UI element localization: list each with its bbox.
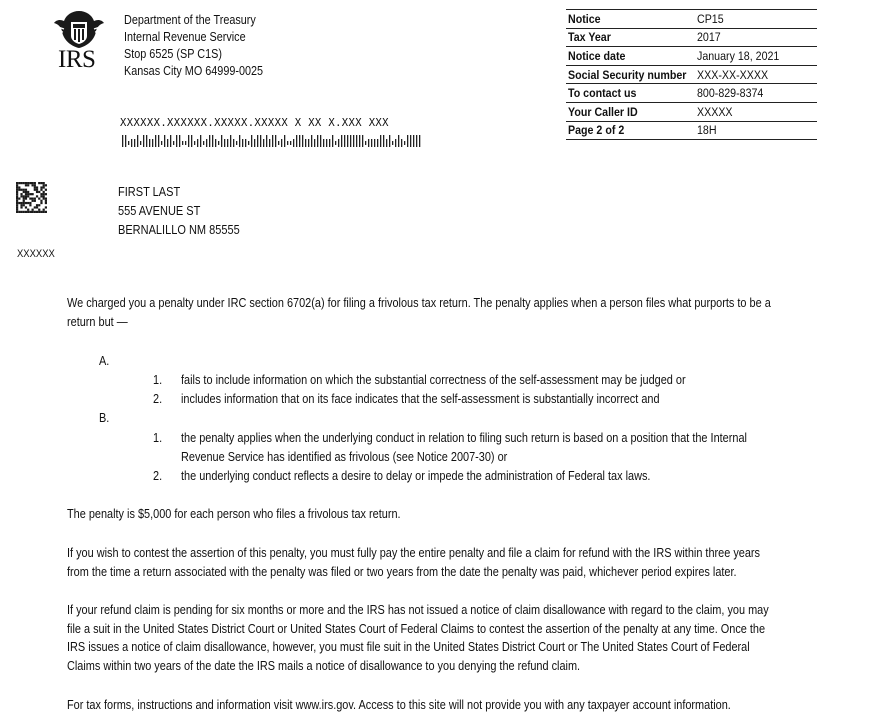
matrix-cell [45,189,47,191]
matrix-cell [38,209,40,211]
matrix-cell [16,202,18,204]
barcode-bar [221,135,222,147]
barcode-bar [314,139,315,147]
matrix-cell [18,211,20,213]
barcode-bar [266,135,267,147]
matrix-barcode [16,182,47,213]
matrix-cell [27,211,29,213]
barcode-bar [158,135,159,147]
matrix-cell [40,186,42,188]
matrix-cell [23,195,25,197]
matrix-cell [23,204,25,206]
barcode-bar [335,141,336,145]
barcode-bar [263,139,264,147]
barcode-bar [230,135,231,147]
matrix-cell [38,204,40,206]
info-label: Notice [568,11,601,26]
matrix-cell [40,193,42,195]
matrix-cell [34,184,36,186]
matrix-cell [29,198,31,200]
list-item-number: 1. [153,431,163,445]
barcode-bar [308,139,309,147]
barcode-bar [350,135,351,147]
matrix-cell [38,211,40,213]
matrix-cell [43,209,45,211]
matrix-cell [20,195,22,197]
barcode-bar [155,135,156,147]
barcode-bar [326,139,327,147]
barcode-bar [122,135,123,147]
matrix-cell [45,198,47,200]
barcode-bar [278,141,279,145]
barcode-bar [386,139,387,147]
barcode-bar [293,139,294,147]
agency-address [124,12,286,80]
matrix-cell [16,184,18,186]
matrix-cell [27,209,29,211]
barcode-bar [383,135,384,147]
reference-code-text: XXXXXX [17,248,55,260]
recipient-city: BERNALILLO NM 85555 [118,222,240,237]
matrix-cell [16,191,18,193]
barcode-bar [389,135,390,147]
matrix-cell [29,202,31,204]
matrix-cell [23,191,25,193]
barcode-bar [410,135,411,147]
section-b-letter [99,409,111,428]
penalty-amount-text: The penalty is $5,000 for each person who files a frivolous tax return. [67,507,401,521]
section-letter-text: A. [99,354,110,368]
matrix-cell [20,193,22,195]
info-value: XXXXX [697,104,733,119]
matrix-cell [27,193,29,195]
section-a-letter [99,352,111,371]
barcode-bar [284,135,285,147]
barcode-bar [125,135,126,147]
matrix-cell [18,186,20,188]
matrix-cell [38,191,40,193]
matrix-cell [43,186,45,188]
barcode-bar [398,135,399,147]
matrix-cell [43,182,45,184]
barcode-bar [392,141,393,145]
matrix-cell [40,195,42,197]
barcode-bar [332,135,333,147]
barcode-bar [317,135,318,147]
matrix-cell [45,202,47,204]
matrix-cell [27,202,29,204]
matrix-cell [27,182,29,184]
matrix-cell [36,206,38,208]
matrix-cell [36,191,38,193]
matrix-cell [34,198,36,200]
matrix-cell [25,195,27,197]
matrix-cell [16,189,18,191]
barcode-bar [218,141,219,145]
matrix-cell [25,191,27,193]
matrix-cell [18,202,20,204]
barcode-bar [359,135,360,147]
barcode-bar [146,135,147,147]
barcode-bar [341,135,342,147]
matrix-cell [16,206,18,208]
info-value: CP15 [697,11,724,26]
barcode-bar [206,139,207,147]
barcode-bar [401,139,402,147]
matrix-cell [20,189,22,191]
barcode-bar [362,135,363,147]
barcode-bar [281,139,282,147]
matrix-cell [25,184,27,186]
matrix-cell [16,182,18,184]
recipient-address [118,182,260,239]
matrix-cell [16,200,18,202]
barcode-bar [407,135,408,147]
barcode-bar [197,139,198,147]
matrix-cell [32,200,34,202]
agency-line [124,29,286,46]
matrix-cell [23,211,25,213]
matrix-cell [18,198,20,200]
matrix-cell [20,202,22,204]
list-item-text: the underlying conduct reflects a desire to delay or impede the administration of Federal tax laws. [181,469,651,483]
barcode-bar [416,135,417,147]
barcode-bar [179,135,180,147]
recipient-street: 555 AVENUE ST [118,203,201,218]
matrix-cell [36,186,38,188]
barcode-bar [248,141,249,145]
barcode-bar [194,141,195,145]
matrix-cell [34,211,36,213]
barcode-bar [299,135,300,147]
barcode-bar [380,135,381,147]
barcode-bar [203,141,204,145]
barcode-bar [170,135,171,147]
info-label: Page 2 of 2 [568,123,625,138]
intro-paragraph: We charged you a penalty under IRC section 6702(a) for filing a frivolous tax return. The penalty applies when a person files what purports to be a return but — [67,296,771,329]
matrix-cell [23,182,25,184]
info-row-page [566,122,817,141]
barcode-bar [260,135,261,147]
barcode-bar [353,135,354,147]
barcode-bar [137,135,138,147]
barcode-bar [212,135,213,147]
barcode-bar [338,139,339,147]
matrix-cell [45,193,47,195]
matrix-cell [36,204,38,206]
barcode-bar [134,139,135,147]
info-label: Notice date [568,48,626,63]
barcode-bar [242,139,243,147]
barcode-bar [200,135,201,147]
matrix-cell [29,182,31,184]
notice-info-table [566,9,817,140]
barcode-bar [233,139,234,147]
info-value: 2017 [697,30,721,45]
agency-line [124,46,286,63]
matrix-cell [18,189,20,191]
matrix-cell [45,211,47,213]
barcode-bar [368,139,369,147]
agency-line-text: Kansas City MO 64999-0025 [124,64,264,78]
barcode-bar [365,141,366,145]
eagle-icon [52,9,106,49]
matrix-cell [25,202,27,204]
barcode-bar [143,135,144,147]
reference-code [17,248,61,260]
list-item-number: 1. [153,373,163,387]
matrix-cell [20,204,22,206]
matrix-cell [16,204,18,206]
barcode-bar [191,135,192,147]
info-row-ssn [566,66,817,85]
barcode-bar [251,135,252,147]
info-row-tax-year [566,29,817,48]
info-value: 800-829-8374 [697,86,764,101]
matrix-cell [32,184,34,186]
matrix-cell [36,189,38,191]
info-row-notice [566,10,817,29]
matrix-cell [38,198,40,200]
barcode-bar [140,141,141,145]
matrix-cell [40,200,42,202]
matrix-cell [23,200,25,202]
barcode-bar [149,139,150,147]
agency-line [124,63,286,80]
matrix-cell [16,211,18,213]
contest-paragraph: If you wish to contest the assertion of this penalty, you must fully pay the entire penalty and file a claim for refund with the IRS within three years from the time a return associated with the penalty was filed or two years from the date the penalty was paid, whichever period expires later. [67,546,761,579]
matrix-cell [23,202,25,204]
barcode-bar [236,141,237,145]
matrix-cell [45,200,47,202]
matrix-cell [34,200,36,202]
matrix-cell [29,193,31,195]
barcode-bar [305,139,306,147]
info-row-caller-id [566,103,817,122]
barcode-bar [188,135,189,147]
barcode-bar [209,135,210,147]
list-item-number: 2. [153,469,163,483]
info-label: Tax Year [568,30,611,45]
info-row-contact [566,84,817,103]
matrix-cell [36,195,38,197]
barcode-bar [290,141,291,145]
barcode-bar [404,141,405,145]
matrix-cell [40,189,42,191]
barcode-bar [413,135,414,147]
info-value: January 18, 2021 [697,48,780,63]
matrix-cell [25,198,27,200]
barcode-bar [287,141,288,145]
barcode-bar [329,139,330,147]
matrix-cell [16,198,18,200]
matrix-cell [40,202,42,204]
agency-line [124,12,286,29]
barcode-bar [269,139,270,147]
info-value: 18H [697,123,717,138]
matrix-cell [32,198,34,200]
matrix-cell [32,211,34,213]
barcode-bar [131,139,132,147]
matrix-cell [27,191,29,193]
barcode-bar [371,139,372,147]
info-value: XXX-XX-XXXX [697,67,769,82]
barcode-bar [152,139,153,147]
list-item-text: the penalty applies when the underlying conduct in relation to filing such return is based on a position that the Internal Revenue Service has identified as frivolous (see Notice 2007-30) or [181,431,747,464]
barcode-bar [296,135,297,147]
list-item-text: fails to include information on which the substantial correctness of the self-assessment may be judged or [181,373,686,387]
recipient-name: FIRST LAST [118,184,181,199]
barcode-bar [272,135,273,147]
tax-forms-text: For tax forms, instructions and information visit www.irs.gov. Access to this site will not provide you with any taxpayer account information. [67,698,731,712]
matrix-cell [23,198,25,200]
matrix-cell [32,209,34,211]
matrix-cell [43,195,45,197]
matrix-cell [43,193,45,195]
penalty-amount-paragraph [67,505,783,524]
agency-line-text: Department of the Treasury [124,13,256,27]
mail-code-line: XXXXXX.XXXXXX.XXXXX.XXXXX X XX X.XXX XXX [120,117,389,129]
matrix-cell [43,198,45,200]
matrix-cell [25,193,27,195]
list-item-text: includes information that on its face indicates that the self-assessment is substantially incorrect and [181,392,660,406]
info-label: Your Caller ID [568,104,638,119]
barcode-bar [254,139,255,147]
matrix-cell [34,189,36,191]
barcode-bar [311,135,312,147]
barcode-bar [323,139,324,147]
tax-forms-paragraph [67,696,783,715]
matrix-cell [29,211,31,213]
matrix-cell [38,182,40,184]
matrix-cell [16,193,18,195]
barcode-bar [302,135,303,147]
barcode-bar [239,135,240,147]
barcode-bar [182,141,183,145]
barcode-bar [257,135,258,147]
barcode-bar [176,135,177,147]
section-letter-text: B. [99,411,110,425]
info-label: Social Security number [568,67,687,82]
matrix-cell [18,182,20,184]
matrix-cell [16,195,18,197]
list-item-number: 2. [153,392,163,406]
matrix-cell [25,189,27,191]
barcode-bar [419,135,420,147]
matrix-cell [20,182,22,184]
agency-line-text: Stop 6525 (SP C1S) [124,47,222,61]
matrix-cell [27,184,29,186]
matrix-cell [23,189,25,191]
barcode-bar [215,139,216,147]
barcode-bar [185,141,186,145]
barcode-bar [320,135,321,147]
barcode-bar [128,141,129,145]
matrix-cell [43,191,45,193]
matrix-cell [25,206,27,208]
barcode-bar [224,139,225,147]
matrix-cell [32,193,34,195]
postal-barcode [122,135,424,147]
barcode-bar [167,139,168,147]
matrix-cell [27,195,29,197]
matrix-cell [43,184,45,186]
matrix-cell [25,211,27,213]
matrix-cell [16,209,18,211]
matrix-cell [40,182,42,184]
agency-line-text: Internal Revenue Service [124,30,246,44]
matrix-cell [45,184,47,186]
barcode-bar [245,139,246,147]
matrix-cell [20,211,22,213]
irs-logo-text: IRS [58,46,96,73]
matrix-cell [43,211,45,213]
matrix-cell [45,206,47,208]
barcode-bar [173,141,174,145]
barcode-bar [374,139,375,147]
matrix-cell [40,211,42,213]
barcode-bar [395,139,396,147]
matrix-cell [32,182,34,184]
info-label: To contact us [568,86,637,101]
matrix-cell [36,211,38,213]
matrix-cell [29,204,31,206]
barcode-bar [344,135,345,147]
pending-claim-paragraph: If your refund claim is pending for six months or more and the IRS has not issued a notice of claim disallowance with regard to the claim, you may file a suit in the United States District Court or United States Court of Federal Claims to contest the assertion of the penalty at any time. Once the IRS issues a notice of claim disallowance, however, you must file suit in the United States District Court or The United States Court of Federal Claims within two years of the date the IRS mails a notice of disallowance to you denying the refund claim. [67,603,769,673]
irs-logo [52,9,112,73]
barcode-bar [164,135,165,147]
matrix-cell [16,186,18,188]
info-row-notice-date [566,47,817,66]
barcode-bar [356,135,357,147]
barcode-bar [227,139,228,147]
barcode-bar [377,139,378,147]
barcode-bar [275,135,276,147]
matrix-cell [34,186,36,188]
matrix-cell [20,206,22,208]
matrix-cell [25,182,27,184]
barcode-bar [161,141,162,145]
matrix-cell [34,206,36,208]
barcode-bar [347,135,348,147]
matrix-cell [34,182,36,184]
